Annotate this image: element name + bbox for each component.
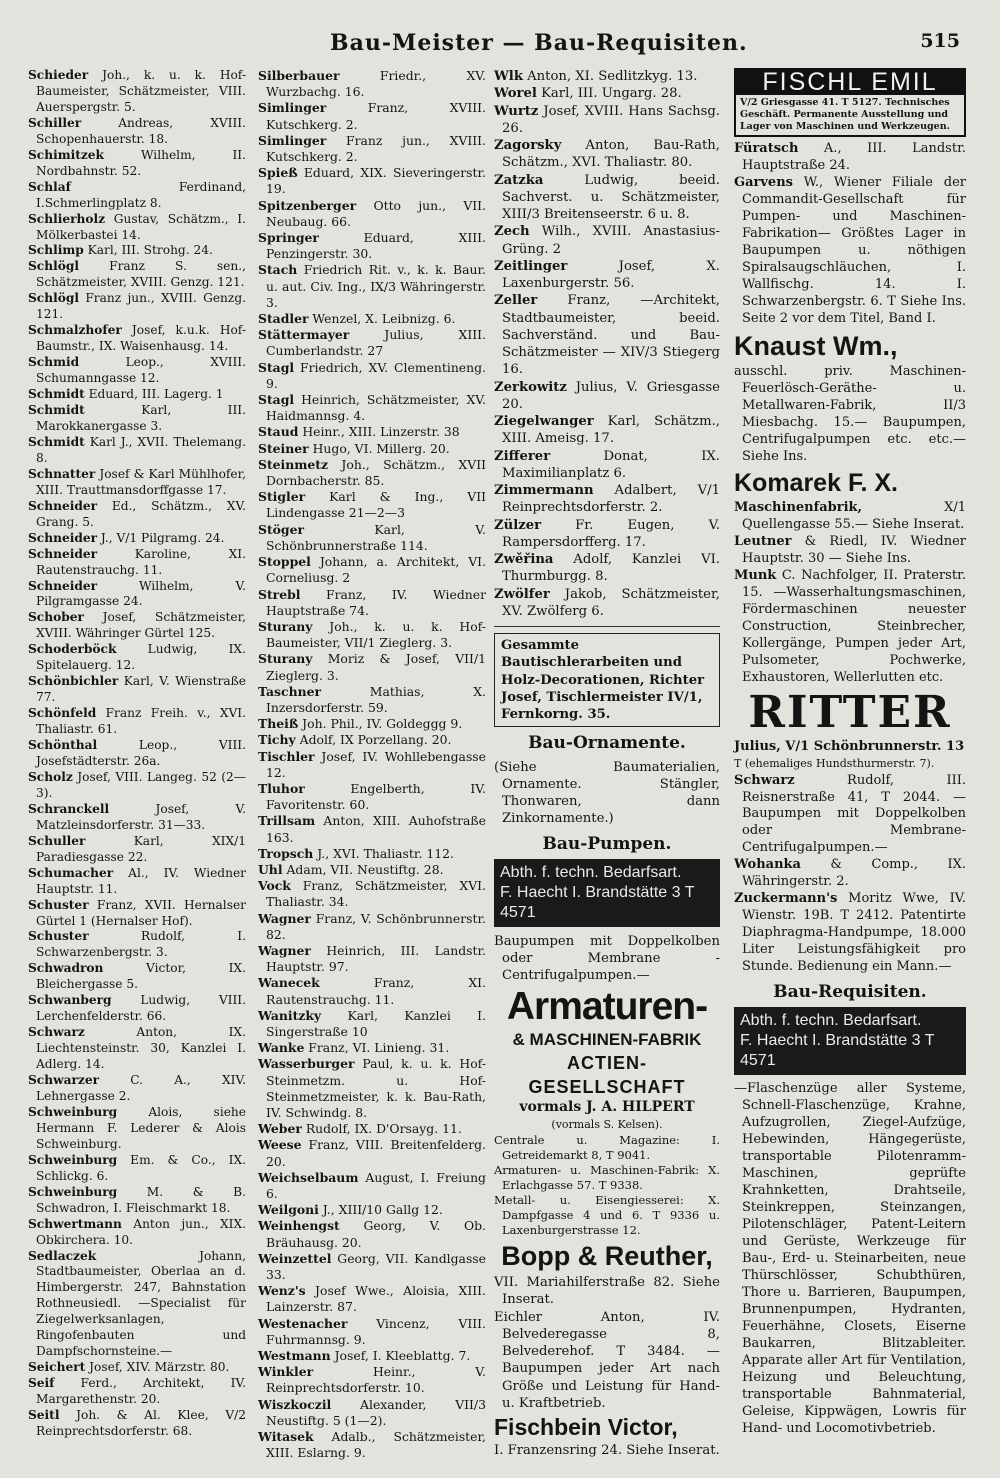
- directory-entry: Garvens W., Wiener Filiale der Commandit-Gesellschaft für Pumpen- und Maschinen-Fabrikation— Größtes Lager in Baupumpen u. nöthigen Spiralsaugschläuchen, I. Wallfischg. 14. I. Schwarzenbergstr. 6. T Siehe Ins. Seite 2 vor dem Titel, Band I.: [734, 174, 966, 326]
- directory-entry: Tischler Josef, IV. Wohllebengasse 12.: [258, 748, 486, 780]
- column-4-mid-entries: [734, 500, 966, 687]
- knaust-heading: Knaust Wm.,: [734, 330, 898, 361]
- directory-entry: Wanitzky Karl, Kanzlei I. Singerstraße 10: [258, 1007, 486, 1039]
- komarek-heading: Komarek F. X.: [734, 468, 898, 497]
- directory-entry: Sturany Joh., k. u. k. Hof-Baumeister, VII/1 Zieglerg. 3.: [258, 618, 486, 651]
- abth-advert-2: [734, 1007, 966, 1075]
- directory-entry: Seif Ferd., Architekt, IV. Margarethenstr. 20.: [28, 1376, 246, 1407]
- directory-entry: Wagner Heinrich, III. Landstr. Hauptstr. 97.: [258, 942, 486, 975]
- directory-entry: Schneider Karoline, XI. Rautenstrauchg. 11.: [28, 546, 246, 577]
- column-4-low-entries: [734, 773, 966, 977]
- directory-entry: Schnatter Josef & Karl Mühlhofer, XIII. Trauttmansdorffgasse 17.: [28, 466, 246, 497]
- directory-entry: Schneider Wilhelm, V. Pilgramgasse 24.: [28, 578, 246, 609]
- directory-entry: Stach Friedrich Rit. v., k. k. Baur. u. aut. Civ. Ing., IX/3 Währingerstr. 3.: [258, 262, 486, 310]
- directory-entry: Weber Rudolf, IX. D'Orsayg. 11.: [258, 1121, 462, 1137]
- fischbein-address: I. Franzensring 24. Siehe Inserat.: [494, 1443, 720, 1458]
- directory-entry: Stagl Heinrich, Schätzmeister, XV. Haidmannsg. 4.: [258, 392, 486, 424]
- directory-entry: Schlögl Franz S. sen., Schätzmeister, XVIII. Genzg. 121.: [28, 259, 246, 290]
- directory-entry: Füratsch A., III. Landstr. Hauptstraße 24.: [734, 140, 966, 173]
- directory-entry: Staud Heinr., XIII. Linzerstr. 38: [258, 424, 460, 440]
- fischl-sub: V/2 Griesgasse 41. T 5127. Technisches Geschäft. Permanente Ausstellung und Lager von Maschinen und Werkzeugen.: [740, 96, 950, 132]
- directory-entry: Wanecek Franz, XI. Rautenstrauchg. 11.: [258, 975, 486, 1007]
- centrale: Centrale u. Magazine: I. Getreidemarkt 8, T 9041.: [494, 1133, 720, 1162]
- directory-entry: Schimitzek Wilhelm, II. Nordbahnstr. 52.: [28, 147, 246, 178]
- directory-entry: Zifferer Donat, IX. Maximilianplatz 6.: [494, 448, 720, 481]
- directory-entry: Zech Wilh., XVIII. Anastasius-Grüng. 2: [494, 224, 720, 257]
- section-bau-requisiten: Bau-Requisiten.: [773, 982, 927, 1003]
- directory-entry: Schönbichler Karl, V. Wienstraße 77.: [28, 674, 246, 705]
- column-3-entries: [494, 68, 720, 620]
- directory-entry: Zimmermann Adalbert, V/1 Reinprechtsdorferstr. 2.: [494, 483, 720, 516]
- vormals-hilpert: vormals J. A. HILPERT: [519, 1098, 695, 1115]
- fischl-emil-advert: [734, 68, 966, 137]
- knaust-text: ausschl. priv. Maschinen-Feuerlösch-Geräthe- u. Metallwaren-Fabrik, II/3 Miesbachg. 15.— Baupumpen, Centrifugalpumpen etc. etc.— Siehe Ins.: [734, 363, 966, 464]
- directory-entry: Schlögl Franz jun., XVIII. Genzg. 121.: [28, 291, 246, 322]
- directory-entry: Trillsam Anton, XIII. Auhofstraße 163.: [258, 813, 486, 845]
- page-number: 515: [920, 30, 960, 52]
- directory-entry: Stigler Karl & Ing., VII Lindengasse 21—2—3: [258, 489, 486, 521]
- directory-entry: Schwadron Victor, IX. Bleichergasse 5.: [28, 961, 246, 992]
- directory-entry: Schieder Joh., k. u. k. Hof-Baumeister, Schätzmeister, VIII. Auerspergstr. 5.: [28, 68, 246, 114]
- abth-advert-line2: F. Haecht I. Brandstätte 3 T 4571: [500, 883, 695, 921]
- directory-entry: Schwanberg Ludwig, VIII. Lerchenfelderstr. 66.: [28, 993, 246, 1024]
- directory-entry: Tichy Adolf, IX Porzellang. 20.: [258, 732, 452, 748]
- directory-entry: Theiß Joh. Phil., IV. Goldeggg 9.: [258, 716, 463, 732]
- directory-entry: Zülzer Fr. Eugen, V. Rampersdorfferg. 17.: [494, 517, 720, 550]
- directory-entry: Steiner Hugo, VI. Millerg. 20.: [258, 440, 450, 456]
- directory-entry: Schiller Andreas, XVIII. Schopenhauerstr. 18.: [28, 115, 246, 146]
- giesserei: Metall- u. Eisengiesserei: X. Dampfgasse 4 und 6. T 9336 u. Laxenburgerstrasse 12.: [494, 1193, 720, 1237]
- directory-entry: Wlk Anton, XI. Sedlitzkyg. 13.: [494, 69, 698, 84]
- directory-entry: Steinmetz Joh., Schätzm., XVII Dornbacherstr. 85.: [258, 456, 486, 489]
- directory-entry: Schlaf Ferdinand, I.Schmerlingplatz 8.: [28, 179, 246, 210]
- directory-entry: Schwertmann Anton jun., XIX. Obkirchera. 10.: [28, 1216, 246, 1247]
- column-4: [734, 68, 966, 1438]
- directory-entry: Munk C. Nachfolger, II. Praterstr. 15. —Wasserhaltungsmaschinen, Fördermaschinen neuester Construction, Steinbrecher, Kollergänge, Pumpen jeder Art, Pulsometer, Pochwerke, Exhaustoren, Wellerlutten etc.: [734, 567, 966, 685]
- directory-entry: Schlimp Karl, III. Strohg. 24.: [28, 243, 213, 258]
- eichler-entry: Eichler Anton, IV. Belvederegasse 8, Belvederehof. T 3484. —Baupumpen jeder Art nach Größe und Leistung für Hand- u. Kraftbetrieb.: [494, 1309, 720, 1411]
- section-bau-ornamente: Bau-Ornamente.: [528, 733, 686, 754]
- directory-entry: Schmidt Karl J., XVII. Thelemang. 8.: [28, 434, 246, 465]
- directory-entry: Simlinger Franz jun., XVIII. Kutschkerg. 2.: [258, 132, 486, 165]
- directory-entry: Zwěřina Adolf, Kanzlei VI. Thurmburgg. 8.: [494, 552, 720, 585]
- directory-entry: Silberbauer Friedr., XV. Wurzbachg. 16.: [258, 68, 486, 100]
- directory-entry: Schlierholz Gustav, Schätzm., I. Mölkerbastei 14.: [28, 211, 246, 242]
- bopp-reuther: Bopp & Reuther,: [501, 1241, 713, 1271]
- directory-entry: Zuckermann's Moritz Wwe, IV. Wienstr. 19B. T 2412. Patentirte Diaphragma-Handpumpe, 18.000 Liter Leistungsfähigkeit pro Stunde. Bedienung ein Mann.—: [734, 891, 966, 975]
- directory-entry: Schmidt Eduard, III. Lagerg. 1: [28, 387, 224, 402]
- directory-entry: Seichert Josef, XIV. Märzstr. 80.: [28, 1360, 230, 1375]
- directory-entry: Schuster Rudolf, I. Schwarzenbergstr. 3.: [28, 929, 246, 960]
- directory-entry: Zerkowitz Julius, V. Griesgasse 20.: [494, 379, 720, 412]
- directory-entry: Zagorsky Anton, Bau-Rath, Schätzm., XVI. Thaliastr. 80.: [494, 138, 720, 171]
- fischl-brand: FISCHL EMIL: [736, 70, 964, 95]
- directory-entry: Schmalzhofer Josef, k.u.k. Hof-Baumstr., IX. Waisenhausg. 14.: [28, 323, 246, 354]
- directory-entry: Wiszkoczil Alexander, VII/3 Neustiftg. 5 (1—2).: [258, 1396, 486, 1428]
- directory-entry: Springer Eduard, XIII. Penzingerstr. 30.: [258, 230, 486, 262]
- directory-entry: Wanke Franz, VI. Linieng. 31.: [258, 1040, 450, 1056]
- directory-entry: Simlinger Franz, XVIII. Kutschkerg. 2.: [258, 100, 486, 132]
- directory-entry: Sturany Moriz & Josef, VII/1 Zieglerg. 3.: [258, 651, 486, 683]
- directory-entry: Schweinburg Em. & Co., IX. Schlickg. 6.: [28, 1152, 246, 1183]
- directory-entry: Wasserburger Paul, k. u. k. Hof-Steinmetzm. u. Hof-Steinmetzmeister, k. k. Bau-Rath, IV. Schwindg. 8.: [258, 1056, 486, 1120]
- directory-entry: Taschner Mathias, X. Inzersdorferstr. 59.: [258, 683, 486, 715]
- directory-entry: Witasek Adalb., Schätzmeister, XIII. Eslarng. 9.: [258, 1429, 486, 1461]
- ritter-address: Julius, V/1 Schönbrunnerstr. 13: [734, 738, 965, 754]
- directory-entry: Scholz Josef, VIII. Langeg. 52 (2—3).: [28, 769, 246, 800]
- directory-entry: Tropsch J., XVI. Thaliastr. 112.: [258, 845, 454, 861]
- armaturen-heading: Armaturen-: [506, 984, 708, 1028]
- directory-entry: Schober Josef, Schätzmeister, XVIII. Währinger Gürtel 125.: [28, 610, 246, 641]
- directory-entry: Spieß Eduard, XIX. Sieveringerstr. 19.: [258, 165, 486, 197]
- directory-entry: Weichselbaum August, I. Freiung 6.: [258, 1169, 486, 1202]
- abth-advert: [494, 859, 720, 927]
- directory-entry: Zatzka Ludwig, beeid. Sachverst. u. Schätzmeister, XIII/3 Breitenseerstr. 6 u. 8.: [494, 172, 720, 222]
- directory-entry: Weilgoni J., XIII/10 Gallg 12.: [258, 1202, 443, 1218]
- bautischler-box: Gesammte Bautischlerarbeiten und Holz-Decorationen, Richter Josef, Tischlermeister IV/1, Fernkorng. 35.: [494, 633, 720, 727]
- directory-entry: Weinhengst Georg, V. Ob. Bräuhausg. 20.: [258, 1218, 486, 1250]
- ornamente-note: (Siehe Baumaterialien, Ornamente. Stängler, Thonwaren, dann Zinkornamente.): [494, 759, 720, 827]
- directory-entry: Ziegelwanger Karl, Schätzm., XIII. Ameisg. 17.: [494, 414, 720, 447]
- ritter-sub: T (ehemaliges Hundsthurmerstr. 7).: [734, 756, 935, 770]
- directory-entry: Seitl Joh. & Al. Klee, V/2 Reinprechtsdorferstr. 68.: [28, 1408, 246, 1439]
- directory-entry: Wenz's Josef Wwe., Aloisia, XIII. Lainzerstr. 87.: [258, 1283, 486, 1315]
- directory-entry: Stoppel Johann, a. Architekt, VI. Corneliusg. 2: [258, 554, 486, 586]
- directory-entry: Weinzettel Georg, VII. Kandlgasse 33.: [258, 1250, 486, 1283]
- directory-entry: Stadler Wenzel, X. Leibnizg. 6.: [258, 311, 456, 327]
- directory-entry: Zeitlinger Josef, X. Laxenburgerstr. 56.: [494, 258, 720, 291]
- directory-entry: Schoderböck Ludwig, IX. Spitelauerg. 12.: [28, 642, 246, 673]
- directory-entry: Schmidt Karl, III. Marokkanergasse 3.: [28, 403, 246, 433]
- directory-entry: Schweinburg Alois, siehe Hermann F. Lederer & Alois Schweinburg.: [28, 1104, 246, 1151]
- directory-entry: Tluhor Engelberth, IV. Favoritenstr. 60.: [258, 780, 486, 813]
- directory-entry: Schönthal Leop., VIII. Josefstädterstr. 26a.: [28, 738, 246, 768]
- armaturen-fabrik: Armaturen- u. Maschinen-Fabrik: X. Erlachgasse 57. T 9338.: [494, 1163, 720, 1192]
- column-1: [28, 68, 246, 1440]
- maschinen-fabrik: & MASCHINEN-FABRIK: [512, 1029, 702, 1049]
- page-header: [0, 30, 1000, 60]
- directory-entry: Stättermayer Julius, XIII. Cumberlandstr. 27: [258, 327, 486, 359]
- directory-entry: Strebl Franz, IV. Wiedner Hauptstraße 74.: [258, 586, 486, 618]
- directory-entry: Schönfeld Franz Freih. v., XVI. Thaliastr. 61.: [28, 706, 246, 737]
- directory-entry: Schwarzer C. A., XIV. Lehnergasse 2.: [28, 1073, 246, 1103]
- directory-entry: Winkler Heinr., V. Reinprechtsdorferstr. 10.: [258, 1364, 486, 1396]
- directory-entry: Schuster Franz, XVII. Hernalser Gürtel 1 (Hernalser Hof).: [28, 897, 246, 928]
- directory-entry: Maschinenfabrik, X/1 Quellengasse 55.— Siehe Inserat.: [734, 499, 966, 532]
- directory-entry: Vock Franz, Schätzmeister, XVI. Thaliastr. 34.: [258, 878, 486, 910]
- directory-entry: Schmid Leop., XVIII. Schumanngasse 12.: [28, 355, 246, 386]
- directory-entry: Westenacher Vincenz, VIII. Fuhrmannsg. 9.: [258, 1315, 486, 1347]
- directory-entry: Wagner Franz, V. Schönbrunnerstr. 82.: [258, 910, 486, 942]
- directory-entry: Schumacher Al., IV. Wiedner Hauptstr. 11.: [28, 865, 246, 896]
- abth-advert-2-line1: Abth. f. techn. Bedarfsart.: [740, 1012, 922, 1030]
- column-4-top-entries: [734, 141, 966, 328]
- ritter-heading: RITTER: [748, 686, 952, 738]
- directory-entry: Schuller Karl, XIX/1 Paradiesgasse 22.: [28, 833, 246, 864]
- actien-gesellschaft: ACTIEN-GESELLSCHAFT: [528, 1052, 686, 1097]
- directory-entry: Schneider J., V/1 Pilgramg. 24.: [28, 530, 225, 545]
- directory-entry: Sedlaczek Johann, Stadtbaumeister, Oberlaa an d. Himbergerstr. 247, Bahnstation Rothneusiedl. —Specialist für Ziegelwerksanlagen, Ringofenbauten und Dampfschornsteine.—: [28, 1248, 246, 1359]
- directory-entry: Westmann Josef, I. Kleeblattg. 7.: [258, 1348, 471, 1364]
- directory-entry: Leutner & Riedl, IV. Wiedner Hauptstr. 30 — Siehe Ins.: [734, 533, 966, 566]
- requisiten-text: —Flaschenzüge aller Systeme, Schnell-Flaschenzüge, Krahne, Aufzugrollen, Ziegel-Aufzüge, Hebewinden, Hängegerüste, transportable Pilotenramm-Maschinen, geprüfte Krahnketten, Drahtseile, Steinkreppen, Steinzangen, Pilotenschläger, Patent-Leitern und Gerüste, Werkzeuge für Bau-, Erd- u. Steinarbeiten, neue Thürschlösser, Schubthüren, Thore u. Barrieren, Baupumpen, Brunnenpumpen, Hydranten, Feuerhähne, Closets, Eiserne Baukarren, Blitzableiter. Apparate aller Art für Ventilation, Heizung und Beleuchtung, transportable Bahnmaterial, Geleise, Kippwägen, Lowris für Hand- und Locomotivbetrieb.: [734, 1081, 966, 1436]
- column-3: [494, 68, 720, 1459]
- divider: [494, 626, 720, 627]
- vormals-kelsen: (vormals S. Kelsen).: [551, 1117, 663, 1131]
- directory-entry: Worel Karl, III. Ungarg. 28.: [494, 86, 682, 102]
- fischbein-victor: Fischbein Victor,: [494, 1414, 678, 1440]
- pumpen-note: Baupumpen mit Doppelkolben oder Membrane - Centrifugalpumpen.—: [494, 933, 720, 984]
- directory-entry: Schwarz Anton, IX. Liechtensteinstr. 30, Kanzlei I. Adlerg. 14.: [28, 1025, 246, 1072]
- column-2: [258, 68, 486, 1461]
- directory-entry: Weese Franz, VIII. Breitenfelderg. 20.: [258, 1137, 486, 1169]
- directory-entry: Schwarz Rudolf, III. Reisnerstraße 41, T 2044. —Baupumpen mit Doppelkolben oder Membrane-Centrifugalpumpen.—: [734, 772, 966, 856]
- directory-entry: Uhl Adam, VII. Neustiftg. 28.: [258, 861, 444, 877]
- directory-entry: Zwölfer Jakob, Schätzmeister, XV. Zwölferg 6.: [494, 586, 720, 619]
- directory-entry: Spitzenberger Otto jun., VII. Neubaug. 66.: [258, 197, 486, 229]
- directory-entry: Schneider Ed., Schätzm., XV. Grang. 5.: [28, 498, 246, 529]
- directory-entry: Stagl Friedrich, XV. Clementineng. 9.: [258, 359, 486, 391]
- section-bau-pumpen: Bau-Pumpen.: [542, 833, 672, 854]
- directory-entry: Zeller Franz, —Architekt, Stadtbaumeister, beeid. Sachverständ. und Bau-Schätzmeister — XIV/3 Stiegerg 16.: [494, 293, 720, 378]
- directory-entry: Schweinburg M. & B. Schwadron, I. Fleischmarkt 18.: [28, 1184, 246, 1215]
- directory-entry: Schranckell Josef, V. Matzleinsdorferstr. 31—33.: [28, 801, 246, 832]
- directory-entry: Wohanka & Comp., IX. Währingerstr. 2.: [734, 857, 966, 890]
- abth-advert-2-line2: F. Haecht I. Brandstätte 3 T 4571: [740, 1032, 935, 1070]
- abth-advert-line1: Abth. f. techn. Bedarfsart.: [500, 863, 682, 881]
- directory-entry: Stöger Karl, V. Schönbrunnerstraße 114.: [258, 521, 486, 553]
- bopp-address: VII. Mariahilferstraße 82. Siehe Inserat.: [494, 1275, 720, 1308]
- directory-entry: Wurtz Josef, XVIII. Hans Sachsg. 26.: [494, 103, 720, 136]
- page-title: Bau-Meister — Bau-Requisiten.: [330, 30, 748, 56]
